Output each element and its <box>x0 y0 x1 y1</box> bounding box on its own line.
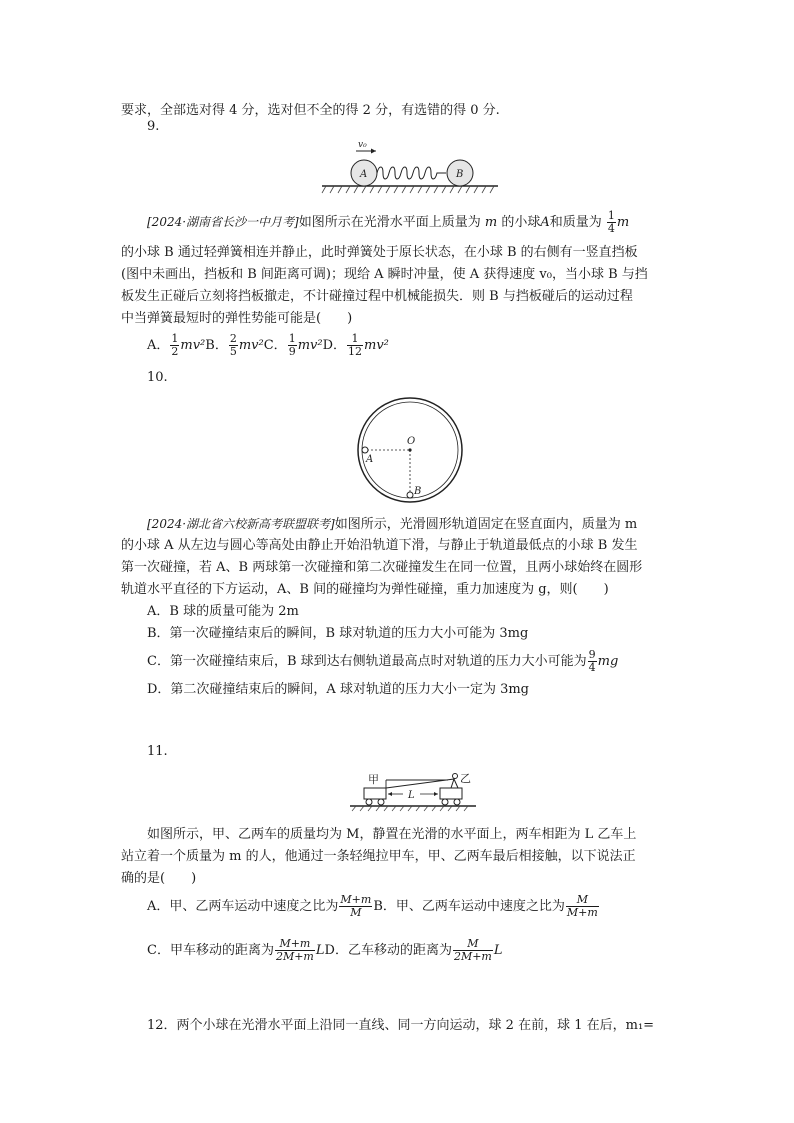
frac-1-4: $\frac{1}{4}$ <box>607 209 615 235</box>
q12-line1: 12．两个小球在光滑水平面上沿同一直线、同一方向运动，球 2 在前，球 1 在后，m₁= <box>147 1018 655 1033</box>
label-o: O <box>407 436 416 447</box>
q9-line2: 的小球 B 通过轻弹簧相连并静止，此时弹簧处于原长状态，在小球 B 的右侧有一竖直挡板 <box>121 245 638 260</box>
q9-option-b[interactable]: B． $\frac{2}{5}$ mv² <box>205 332 264 358</box>
label-L: L <box>408 790 415 801</box>
q11-options-cd <box>147 934 503 968</box>
q11-line3: 确的是( ) <box>121 871 197 886</box>
spring <box>377 167 446 179</box>
q10-figure <box>357 397 467 507</box>
q10-option-c[interactable]: C．第一次碰撞结束后，B 球到达右侧轨道最高点时对轨道的压力大小可能为 $\frac{9}{4}$ mg <box>147 648 619 674</box>
cart-jia <box>364 788 386 799</box>
label-a: A <box>366 454 374 465</box>
ball-a <box>362 447 368 453</box>
q10-number: 10. <box>147 370 168 385</box>
q10-line1: [2024·湖北省六校新高考联盟联考]如图所示，光滑圆形轨道固定在竖直面内，质量为 m <box>147 517 638 532</box>
q11-option-a[interactable]: A．甲、乙两车运动中速度之比为 $\frac{M+m}{M}$ <box>147 893 372 919</box>
q9-option-c[interactable]: C． $\frac{1}{9}$ mv² <box>263 332 323 358</box>
intro-text: 要求，全部选对得 4 分，选对但不全的得 2 分，有选错的得 0 分. <box>121 103 500 118</box>
q9-number: 9. <box>147 119 160 134</box>
q11-options-ab <box>147 890 600 924</box>
q10-option-b[interactable]: B．第一次碰撞结束后的瞬间，B 球对轨道的压力大小可能为 3mg <box>147 626 529 641</box>
label-yi: 乙 <box>460 772 471 785</box>
q10-option-a[interactable]: A．B 球的质量可能为 2m <box>147 604 299 619</box>
q10-line3: 第一次碰撞，若 A、B 两球第一次碰撞和第二次碰撞发生在同一位置，且两小球始终在圆形 <box>121 560 643 575</box>
q10-line4: 轨道水平直径的下方运动，A、B 间的碰撞均为弹性碰撞，重力加速度为 g，则( ) <box>121 582 609 597</box>
q9-line3: (图中未画出，挡板和 B 间距离可调)；现给 A 瞬时冲量，使 A 获得速度 v₀，当小球 B 与挡 <box>121 267 648 282</box>
v0-label: v₀ <box>358 140 367 150</box>
label-b: B <box>414 486 422 497</box>
q9-option-a[interactable]: A． $\frac{1}{2}$ mv² <box>147 332 206 358</box>
q9-options <box>147 328 389 364</box>
ball-b <box>407 492 413 498</box>
q10-line2: 的小球 A 从左边与圆心等高处由静止开始沿轨道下滑，与静止于轨道最低点的小球 B 发生 <box>121 538 638 553</box>
q11-line2: 站立着一个质量为 m 的人，他通过一条轻绳拉甲车，甲、乙两车最后相接触，以下说法正 <box>121 849 636 864</box>
q9-line5: 中当弹簧最短时的弹性势能可能是( ) <box>121 311 353 326</box>
q11-number: 11. <box>147 744 168 759</box>
cart-yi <box>440 788 462 799</box>
q9-line4: 板发生正碰后立刻将挡板撤走，不计碰撞过程中机械能损失．则 B 与挡板碰后的运动过程 <box>121 289 633 304</box>
q10-option-d[interactable]: D．第二次碰撞结束后的瞬间，A 球对轨道的压力大小一定为 3mg <box>147 682 529 697</box>
q9-line1: [2024·湖南省长沙一中月考]如图所示在光滑水平面上质量为 m 的小球A和质量为 $\frac{1}{4}$ m <box>147 209 630 235</box>
q9-option-d[interactable]: D． $\frac{1}{12}$ mv² <box>322 332 389 358</box>
label-b: B <box>456 169 464 180</box>
person <box>451 779 458 788</box>
q11-option-d[interactable]: D．乙车移动的距离为 $\frac{M}{2M+m}$ L <box>324 937 503 963</box>
label-a: A <box>360 169 368 180</box>
q11-option-b[interactable]: B．甲、乙两车运动中速度之比为 $\frac{M}{M+m}$ <box>373 893 598 919</box>
q9-figure <box>320 138 500 198</box>
q11-line1: 如图所示，甲、乙两车的质量均为 M，静置在光滑的水平面上，两车相距为 L 乙车上 <box>147 827 637 842</box>
label-jia: 甲 <box>368 773 379 786</box>
q11-figure <box>348 770 478 812</box>
q11-option-c[interactable]: C．甲车移动的距离为 $\frac{M+m}{2M+m}$ L <box>147 937 325 963</box>
